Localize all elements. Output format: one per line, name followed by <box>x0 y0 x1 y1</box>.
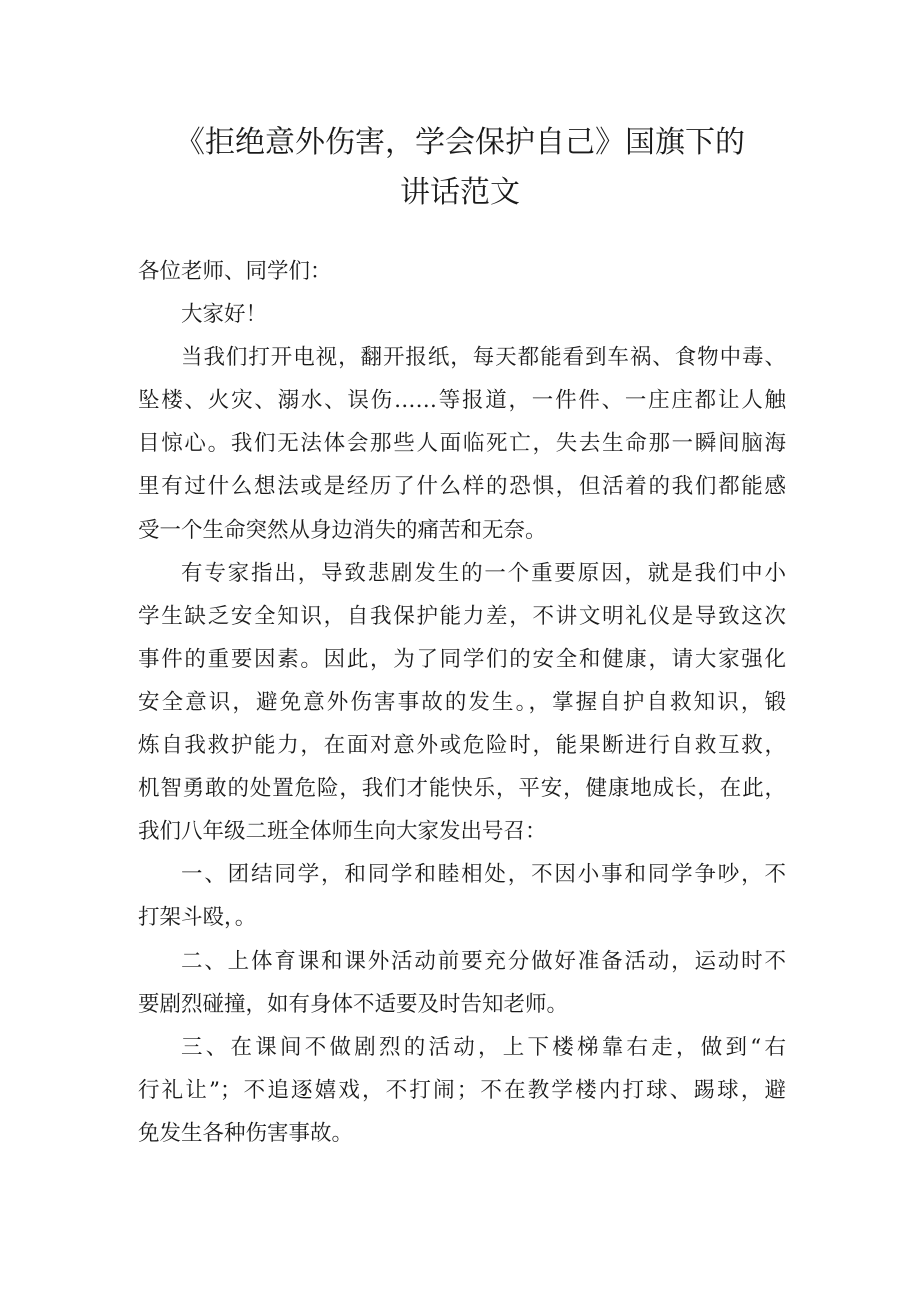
paragraph-1-line: 当我们打开电视，翻开报纸，每天都能看到车祸、食物中毒、 <box>181 345 786 371</box>
paragraph-5-line: 行礼让”；不追逐嬉戏，不打闹；不在教学楼内打球、踢球，避 <box>138 1077 786 1103</box>
paragraph-2-line: 有专家指出，导致悲剧发生的一个重要原因，就是我们中小 <box>181 560 786 586</box>
salutation: 各位老师、同学们： <box>138 259 332 284</box>
paragraph-3-line: 一、团结同学，和同学和睦相处，不因小事和同学争吵，不 <box>181 862 786 888</box>
paragraph-2-line: 安全意识，避免意外伤害事故的发生。，掌握自护自救知识，锻 <box>138 689 786 715</box>
paragraph-5-line: 免发生各种伤害事故。 <box>138 1120 354 1146</box>
paragraph-1 <box>138 336 786 551</box>
paragraph-2-line: 学生缺乏安全知识，自我保护能力差，不讲文明礼仪是导致这次 <box>138 603 786 629</box>
paragraph-2-line: 炼自我救护能力，在面对意外或危险时，能果断进行自救互救， <box>138 733 786 759</box>
document-body <box>138 250 786 1155</box>
paragraph-4 <box>138 940 786 1026</box>
paragraph-1-line: 目惊心。我们无法体会那些人面临死亡，失去生命那一瞬间脑海 <box>138 431 786 457</box>
paragraph-4-line: 要剧烈碰撞，如有身体不适要及时告知老师。 <box>138 991 569 1017</box>
paragraph-3-line: 打架斗殴，。 <box>138 905 257 931</box>
paragraph-2 <box>138 552 786 854</box>
paragraph-4-line: 二、上体育课和课外活动前要充分做好准备活动，运动时不 <box>181 948 786 974</box>
paragraph-2-line: 我们八年级二班全体师生向大家发出号召： <box>138 819 547 845</box>
paragraph-5-line: 三、在课间不做剧烈的活动，上下楼梯靠右走，做到“右 <box>181 1034 786 1060</box>
document-title <box>0 118 920 218</box>
paragraph-2-line: 事件的重要因素。因此，为了同学们的安全和健康，请大家强化 <box>138 646 786 672</box>
paragraph-5 <box>138 1026 786 1155</box>
title-line-1: 《拒绝意外伤害，学会保护自己》国旗下的 <box>175 125 745 160</box>
greeting: 大家好！ <box>181 302 268 328</box>
paragraph-1-line: 里有过什么想法或是经历了什么样的恐惧，但活着的我们都能感 <box>138 474 786 500</box>
paragraph-1-line: 受一个生命突然从身边消失的痛苦和无奈。 <box>138 517 547 543</box>
paragraph-2-line: 机智勇敢的处置危险，我们才能快乐，平安，健康地成长，在此， <box>138 776 786 802</box>
title-line-2: 讲话范文 <box>400 175 520 210</box>
paragraph-3 <box>138 853 786 939</box>
paragraph-1-line: 坠楼、火灾、溺水、误伤……等报道，一件件、一庄庄都让人触 <box>138 388 786 414</box>
